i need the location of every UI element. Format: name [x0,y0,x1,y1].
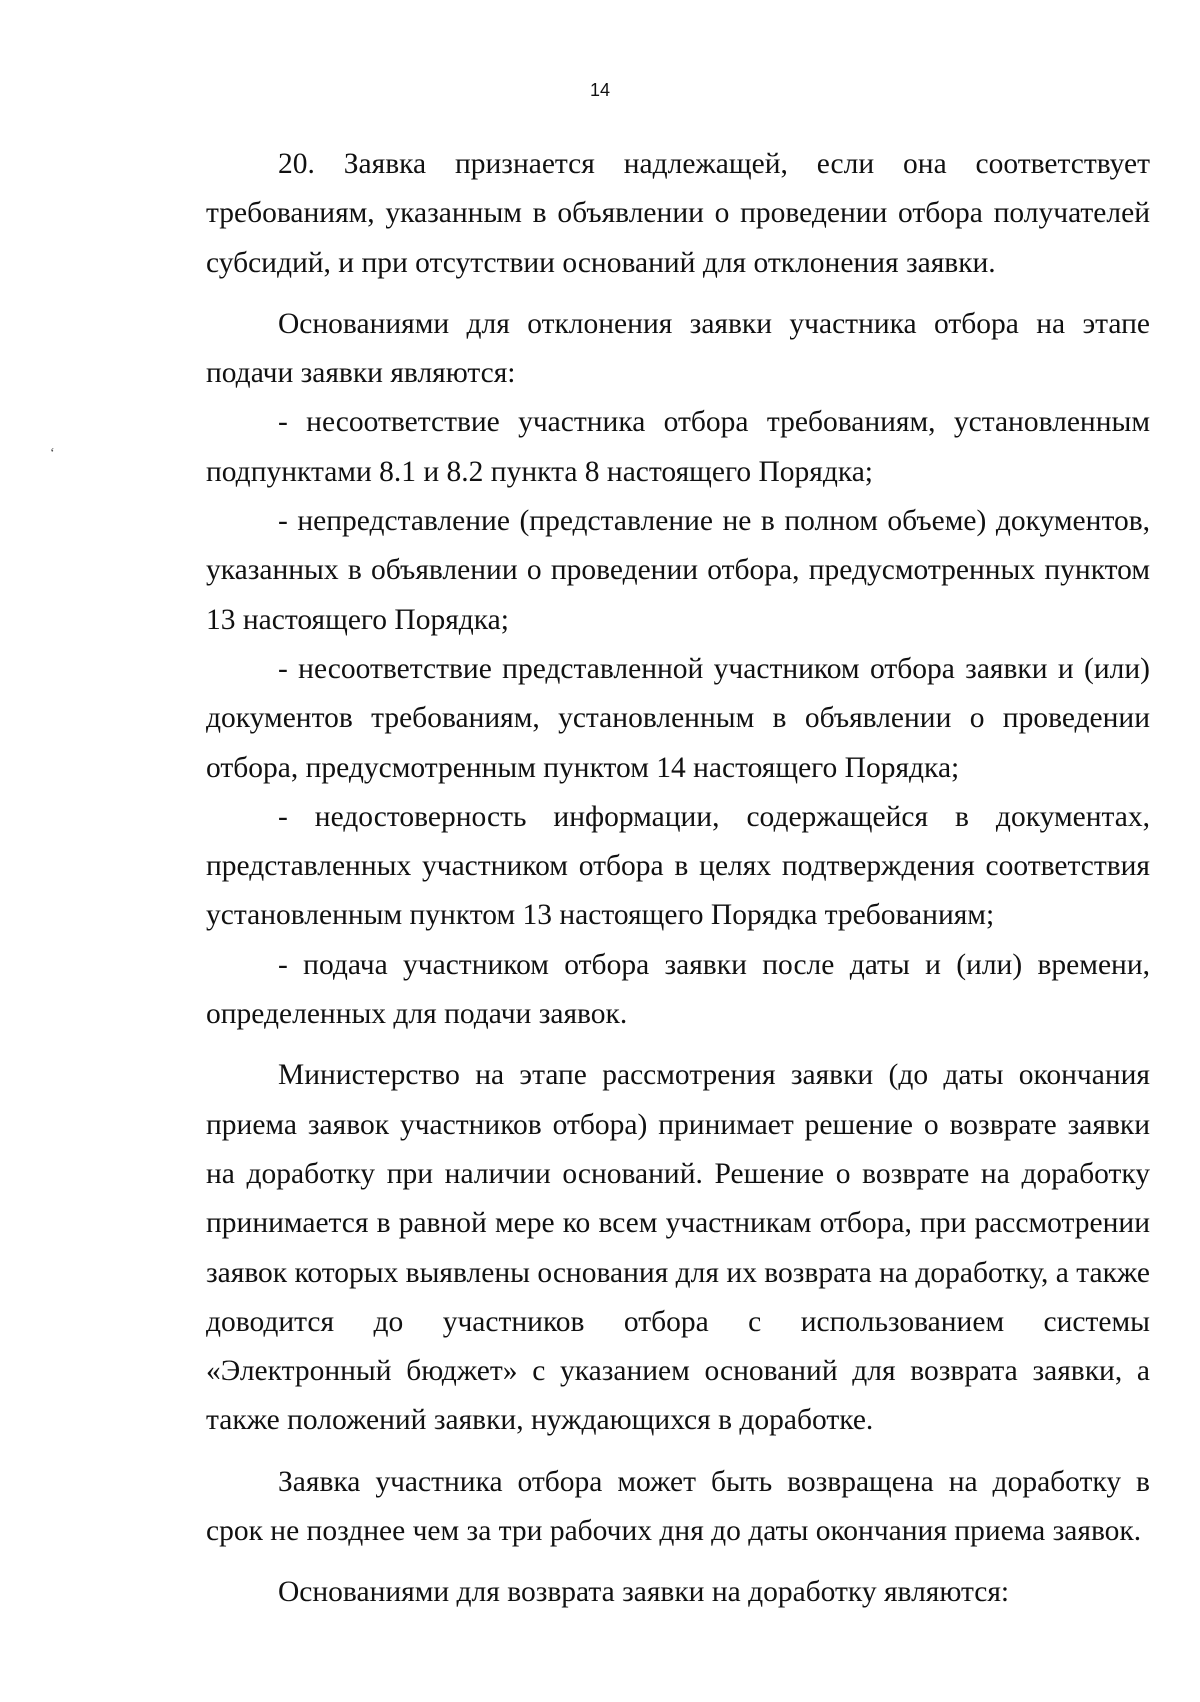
document-body [206,140,1150,1618]
list-item-rejection-2: - непредставление (представление не в полном объеме) документов, указанных в объявлении о проведении отбора, предусмотренных пунктом 13 настоящего Порядка; [206,505,1150,636]
paragraph-item-20: 20. Заявка признается надлежащей, если она соответствует требованиям, указанным в объявлении о проведении отбора получателей субсидий, и при отсутствии оснований для отклонения заявки. [206,148,1150,279]
list-item-rejection-5: - подача участником отбора заявки после даты и (или) времени, определенных для подачи заявок. [206,948,1150,1031]
paragraph-return-grounds-intro: Основаниями для возврата заявки на доработку являются: [278,1576,1010,1609]
paragraph-return-decision: Министерство на этапе рассмотрения заявки (до даты окончания приема заявок участников отбора) принимает решение о возврате заявки на доработку при наличии оснований. Решение о возврате на доработку принимается в равной мере ко всем участникам отбора, при рассмотрении заявок которых выявлены основания для их возврата на доработку, а также доводится до участников отбора с использованием системы «Электронный бюджет» с указанием оснований для возврата заявки, а также положений заявки, нуждающихся в доработке. [206,1059,1150,1437]
scan-artifact-mark: ‘ [50,446,55,461]
list-item-rejection-3: - несоответствие представленной участником отбора заявки и (или) документов требованиям, установленным в объявлении о проведении отбора, предусмотренным пунктом 14 настоящего Порядка; [206,652,1150,784]
page-number: 14 [589,80,611,100]
list-item-rejection-1: - несоответствие участника отбора требованиям, установленным подпунктами 8.1 и 8.2 пункта 8 настоящего Порядка; [206,406,1150,488]
paragraph-return-deadline: Заявка участника отбора может быть возвращена на доработку в срок не позднее чем за три рабочих дня до даты окончания приема заявок. [206,1465,1150,1548]
paragraph-rejection-grounds-intro: Основаниями для отклонения заявки участника отбора на этапе подачи заявки являются: [206,307,1150,390]
list-item-rejection-4: - недостоверность информации, содержащейся в документах, представленных участником отбора в целях подтверждения соответствия установленным пунктом 13 настоящего Порядка требованиям; [206,800,1150,932]
